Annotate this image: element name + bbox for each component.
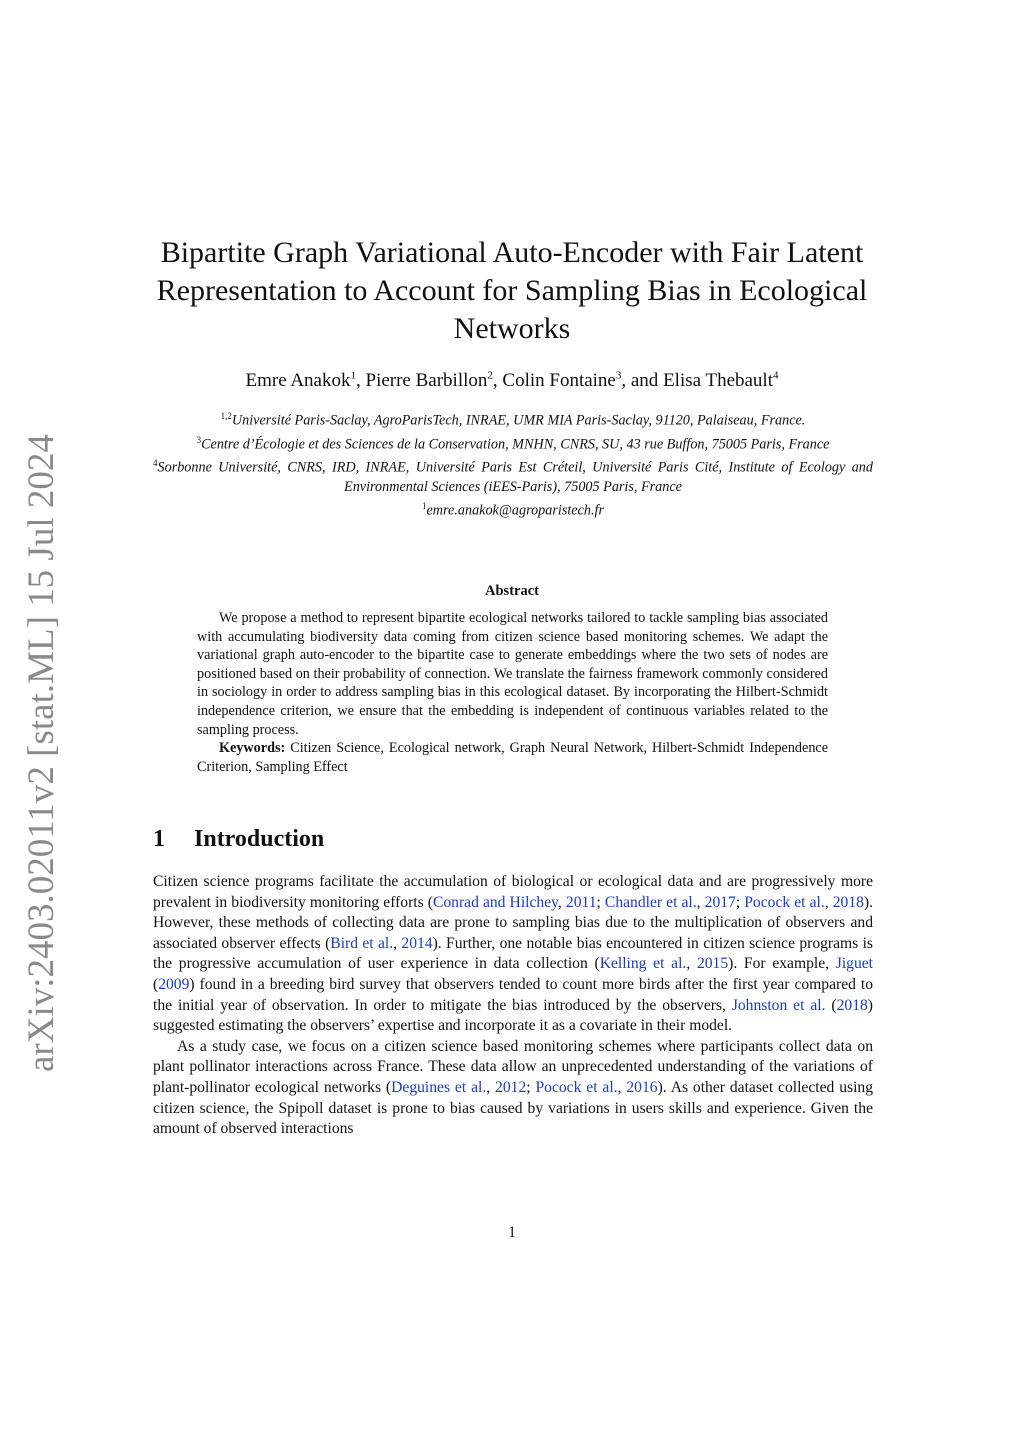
keywords-label: Keywords:	[219, 740, 286, 757]
citation-link[interactable]: Kelling et al.	[599, 955, 687, 973]
abstract-heading: Abstract	[485, 583, 539, 599]
citation-link[interactable]: Deguines et al.	[391, 1078, 487, 1096]
body-text: ) found in a breeding bird survey that observers tended to count more birds after the first year compared to the initial year of observation. In order to mitigate the bias introduced by the observers,	[153, 975, 873, 1014]
body-text: ,	[486, 1078, 496, 1096]
section-number: 1	[153, 826, 165, 852]
paragraph	[153, 872, 873, 1037]
citation-link[interactable]: 2016	[626, 1078, 658, 1096]
author: Pierre Barbillon$^2$,	[365, 370, 503, 392]
citation-link[interactable]: 2018	[836, 996, 868, 1014]
body-text: ) suggested estimating the observers’ expertise and incorporate it as a covariate in their model.	[153, 996, 873, 1035]
body-text: ). However, these methods of collecting data are prone to sampling bias due to the multiplication of observers and associated observer effects (	[153, 893, 873, 952]
body-text: Citizen science programs facilitate the accumulation of biological or ecological data and are progressively more prevalent in biodiversity monitoring efforts (	[153, 873, 873, 911]
citation-link[interactable]: Pocock et al.	[535, 1078, 618, 1096]
author: Colin Fontaine$^3$, and	[502, 370, 664, 392]
paper-title: Bipartite Graph Variational Auto-Encoder with Fair Latent Representation to Account for Sampling Bias in Ecological Networks	[156, 236, 868, 345]
author: Emre Anakok$^1$,	[245, 370, 366, 392]
section-title: Introduction	[194, 826, 325, 852]
body-text: ). Further, one notable bias encountered in citizen science programs is the progressive accumulation of user experience in data collection (	[153, 934, 873, 973]
page-number: 1	[508, 1224, 516, 1241]
citation-link[interactable]: 2017	[704, 893, 736, 911]
body-text: ,	[393, 934, 402, 952]
body-text: ,	[617, 1078, 627, 1096]
citation-link[interactable]: Pocock et al.	[744, 893, 825, 911]
body-text: ,	[696, 893, 705, 911]
citation-link[interactable]: 2018	[832, 893, 864, 911]
citation-link[interactable]: 2014	[401, 934, 433, 952]
section-heading	[153, 826, 324, 853]
body-text: ,	[686, 955, 697, 973]
affiliation: $^4$Sorbonne Université, CNRS, IRD, INRAE, Université Paris Est Créteil, Université Paris Cité, Institute of Ecology and Environmental Sciences (iEES-Paris), 75005 Paris, France	[153, 458, 873, 496]
body-text: (	[153, 975, 159, 993]
citation-link[interactable]: 2015	[696, 955, 729, 973]
citation-link[interactable]: 2011	[565, 893, 597, 911]
body-text: ,	[557, 893, 566, 911]
citation-link[interactable]: 2012	[495, 1078, 527, 1096]
paragraph	[153, 1037, 873, 1140]
body-text: ;	[735, 893, 745, 911]
citation-link[interactable]: 2009	[158, 975, 190, 993]
affiliations	[153, 407, 873, 521]
citation-link[interactable]: Conrad and Hilchey	[432, 893, 558, 911]
citation-link[interactable]: Chandler et al.	[604, 893, 697, 911]
keywords-list: Citizen Science, Ecological network, Graph Neural Network, Hilbert-Schmidt Independence Criterion, Sampling Effect	[197, 740, 829, 775]
citation-link[interactable]: Bird et al.	[330, 934, 394, 952]
author: Elisa Thebault$^4$	[663, 370, 779, 392]
author-list	[140, 370, 884, 392]
citation-link[interactable]: Jiguet	[835, 955, 874, 973]
body-text: ). For example,	[728, 955, 836, 973]
citation-link[interactable]: Johnston et al.	[731, 996, 826, 1014]
introduction-body	[153, 872, 873, 1140]
body-text: (	[825, 996, 837, 1014]
affiliation: $^3$Centre d’Écologie et des Sciences de la Conservation, MNHN, CNRS, SU, 43 rue Buffon, 75005 Paris, France	[196, 434, 830, 453]
body-text: ,	[824, 893, 833, 911]
abstract	[197, 609, 828, 776]
author-email: $^1$emre.anakok@agroparistech.fr	[422, 501, 604, 519]
affiliation: $^{1,2}$Université Paris-Saclay, AgroParisTech, INRAE, UMR MIA Paris-Saclay, 91120, Palaiseau, France.	[220, 411, 806, 429]
arxiv-identifier: arXiv:2403.02011v2 [stat.ML] 15 Jul 2024	[21, 434, 62, 1072]
keywords	[197, 739, 828, 776]
abstract-text: We propose a method to represent bipartite ecological networks tailored to tackle sampling bias associated with accumulating biodiversity data coming from citizen science based monitoring schemes. We adapt the variational graph auto-encoder to the bipartite case to generate embeddings where the two sets of nodes are positioned based on their probability of connection. We translate the fairness framework commonly considered in sociology in order to address sampling bias in this ecological dataset. By incorporating the Hilbert-Schmidt independence criterion, we ensure that the embedding is independent of continuous variables related to the sampling process.	[197, 610, 828, 738]
body-text: ). As other dataset collected using citizen science, the Spipoll dataset is prone to bias caused by variations in users skills and experience. Given the amount of observed interactions	[153, 1078, 874, 1138]
body-text: As a study case, we focus on a citizen science based monitoring schemes where participants collect data on plant pollinator interactions across France. These data allow an unprecedented understanding of the variations of plant-pollinator ecological networks (	[153, 1037, 873, 1096]
body-text: ;	[526, 1078, 536, 1096]
body-text: ;	[596, 893, 605, 911]
